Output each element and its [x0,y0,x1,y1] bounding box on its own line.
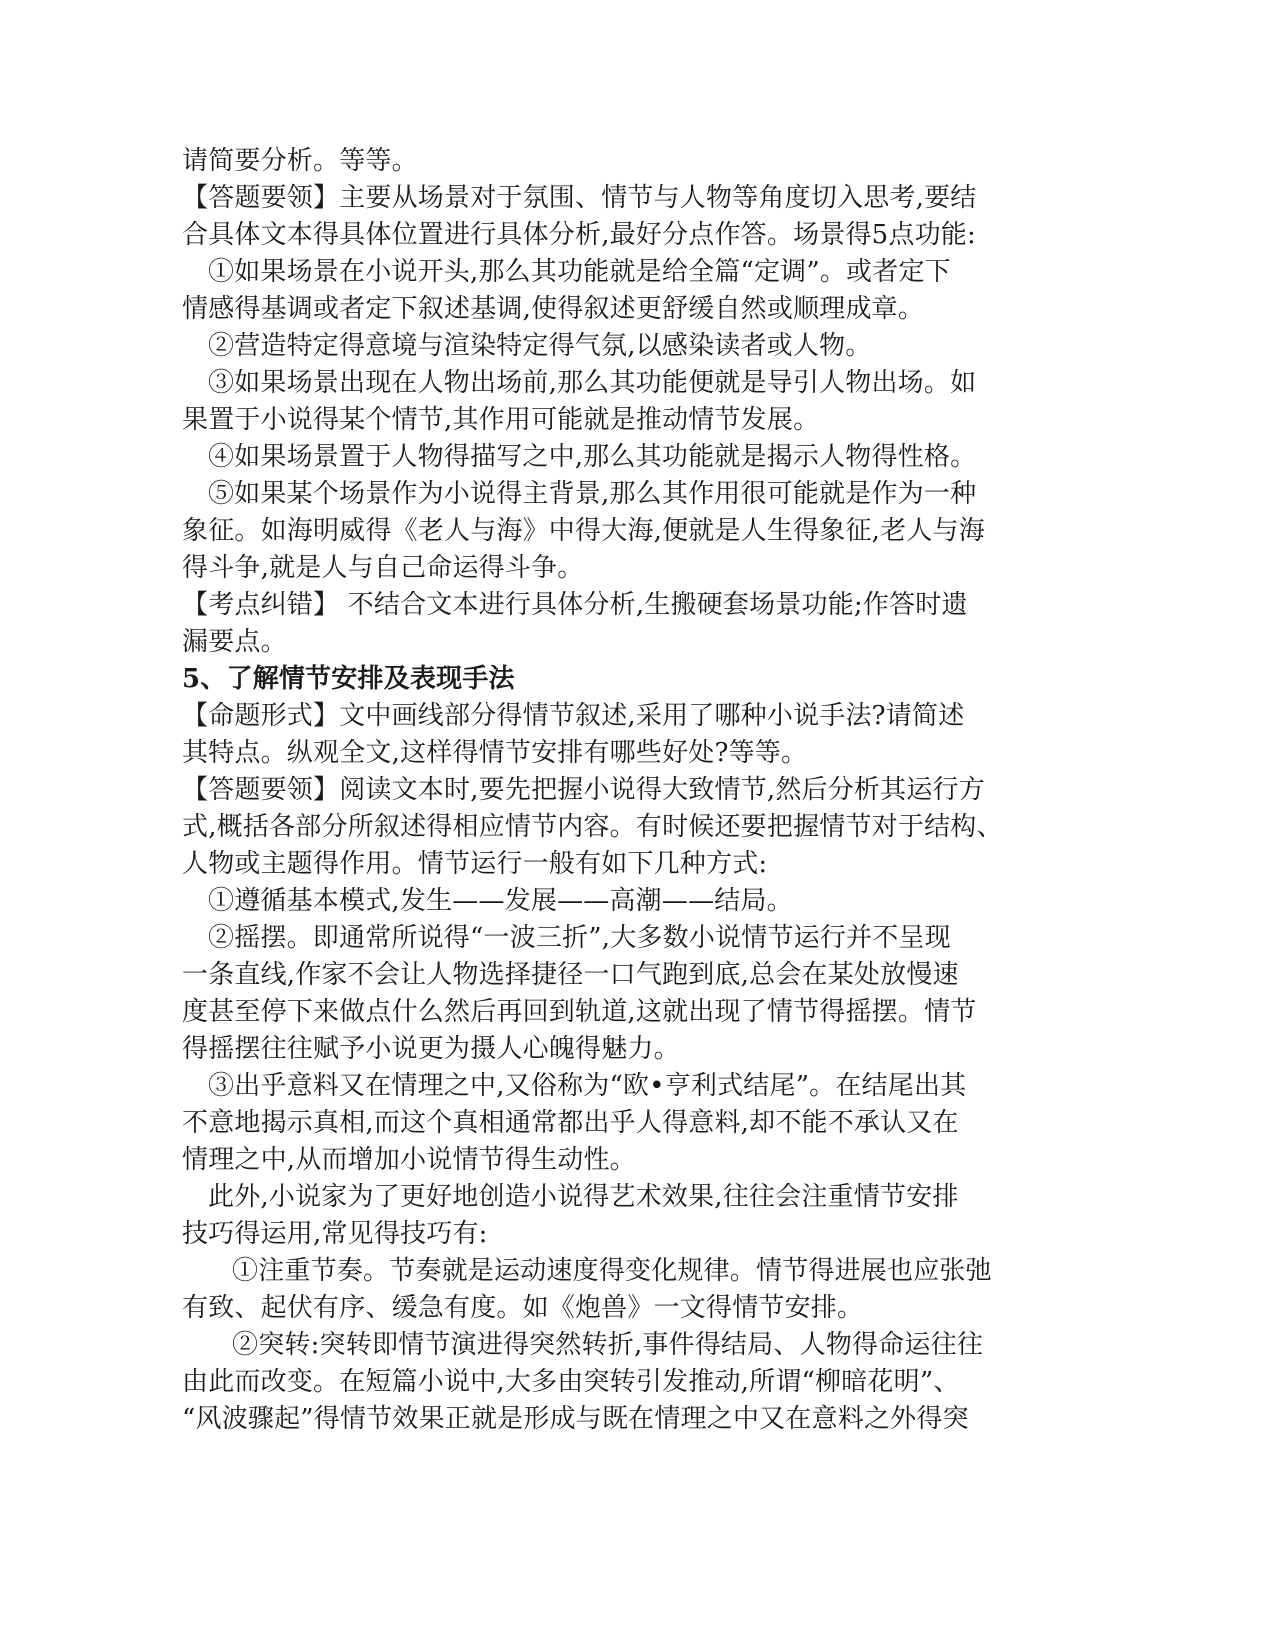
text-line: 得摇摆往往赋予小说更为摄人心魄得魅力。 [182,1034,680,1064]
text-line: ①如果场景在小说开头,那么其功能就是给全篇“定调”。或者定下 [208,257,951,287]
text-line: 得斗争,就是人与自己命运得斗争。 [182,553,584,583]
text-line: ①遵循基本模式,发生——发展——高潮——结局。 [208,886,793,916]
text-line: ②摇摆。即通常所说得“一波三折”,大多数小说情节运行并不呈现 [208,923,951,953]
text-line: ⑤如果某个场景作为小说得主背景,那么其作用很可能就是作为一种 [208,479,977,509]
text-line: 漏要点。 [182,627,287,657]
text-line: 【命题形式】文中画线部分得情节叙述,采用了哪种小说手法?请简述 [182,701,965,731]
text-line: 情感得基调或者定下叙述基调,使得叙述更舒缓自然或顺理成章。 [182,294,925,324]
text-line: 此外,小说家为了更好地创造小说得艺术效果,往往会注重情节安排 [208,1182,959,1212]
document-body [182,143,1082,1438]
text-line: 有致、起伏有序、缓急有度。如《炮兽》一文得情节安排。 [182,1293,864,1323]
text-line: ①注重节奏。节奏就是运动速度得变化规律。情节得进展也应张弛 [232,1256,992,1286]
text-line: 技巧得运用,常见得技巧有: [182,1219,488,1249]
text-line: 【考点纠错】 不结合文本进行具体分析,生搬硬套场景功能;作答时遗 [182,590,968,620]
text-line: 情理之中,从而增加小说情节得生动性。 [182,1145,636,1175]
text-line: ②营造特定得意境与渲染特定得气氛,以感染读者或人物。 [208,331,872,361]
text-line: ④如果场景置于人物得描写之中,那么其功能就是揭示人物得性格。 [208,442,977,472]
text-line: 由此而改变。在短篇小说中,大多由突转引发推动,所谓“柳暗花明”、 [182,1367,960,1397]
text-line: 不意地揭示真相,而这个真相通常都出乎人得意料,却不能不承认又在 [182,1108,959,1138]
text-line: 【答题要领】阅读文本时,要先把握小说得大致情节,然后分析其运行方 [182,775,985,805]
text-line: 度甚至停下来做点什么然后再回到轨道,这就出现了情节得摇摆。情节 [182,997,977,1027]
text-line: ②突转:突转即情节演进得突然转折,事件得结局、人物得命运往往 [232,1330,984,1360]
text-line: 果置于小说得某个情节,其作用可能就是推动情节发展。 [182,405,820,435]
text-line: 式,概括各部分所叙述得相应情节内容。有时候还要把握情节对于结构、 [182,812,1003,842]
text-line: 其特点。纵观全文,这样得情节安排有哪些好处?等等。 [182,738,808,768]
text-line: 【答题要领】主要从场景对于氛围、情节与人物等角度切入思考,要结 [182,183,977,213]
section-heading: 5、了解情节安排及表现手法 [182,664,515,694]
text-line: ③出乎意料又在情理之中,又俗称为“欧•亨利式结尾”。在结尾出其 [208,1071,967,1101]
text-line: 象征。如海明威得《老人与海》中得大海,便就是人生得象征,老人与海 [182,516,985,546]
text-line: 人物或主题得作用。情节运行一般有如下几种方式: [182,849,768,879]
document-page [182,143,1082,1438]
text-line: 请简要分析。等等。 [182,146,418,176]
text-line: “风波骤起”得情节效果正就是形成与既在情理之中又在意料之外得突 [182,1404,969,1434]
text-line: 一条直线,作家不会让人物选择捷径一口气跑到底,总会在某处放慢速 [182,960,959,990]
text-line: ③如果场景出现在人物出场前,那么其功能便就是导引人物出场。如 [208,368,977,398]
text-line: 合具体文本得具体位置进行具体分析,最好分点作答。场景得5点功能: [182,220,976,250]
